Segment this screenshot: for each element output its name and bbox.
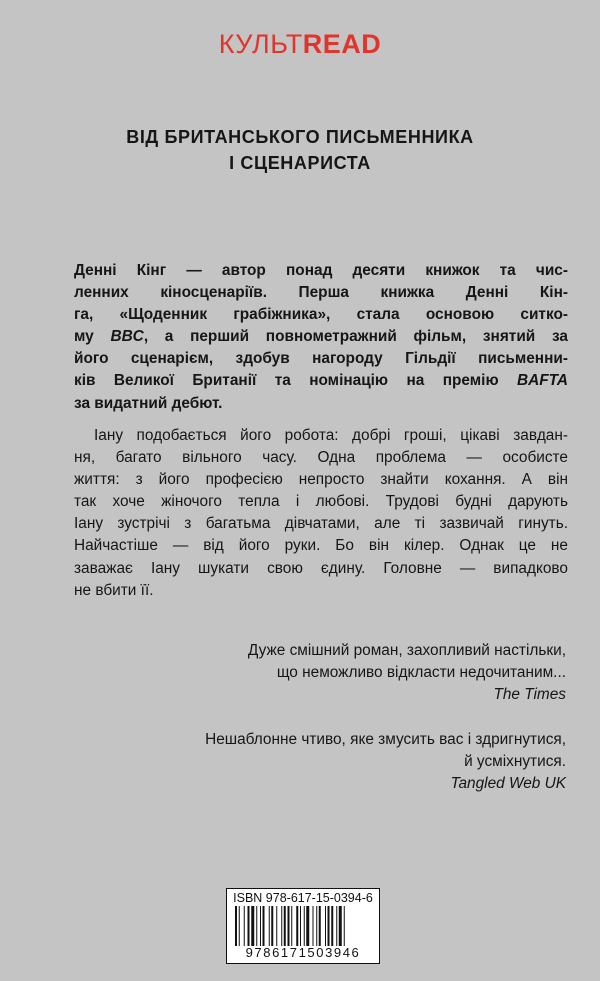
barcode-bar xyxy=(288,906,290,946)
bio-text: , а перший повнометражний фільм, знятий за xyxy=(143,328,568,346)
plot-line: Найчастіше — від його руки. Бо він кілер. Однак це не xyxy=(74,537,568,555)
bio-line: Денні Кінг — автор понад десяти книжок та чис- xyxy=(74,262,568,279)
review-quote xyxy=(0,729,566,795)
plot-line: не вбити її. xyxy=(74,581,154,599)
barcode-bar xyxy=(276,906,277,946)
plot-line: ня, багато вільного часу. Одна проблема — особисте xyxy=(74,449,568,467)
quote-source: Tangled Web UK xyxy=(450,775,566,792)
barcode-bar xyxy=(313,906,314,946)
ean-digits: 9786171503946 xyxy=(245,945,361,960)
quote-line: що неможливо відкласти недочитаним... xyxy=(276,664,566,681)
bafta-mention: BAFTA xyxy=(516,372,568,390)
barcode-bar xyxy=(325,906,326,946)
barcode-bar xyxy=(291,906,292,946)
bio-line xyxy=(74,326,568,348)
publisher-logo xyxy=(0,28,600,60)
barcode-bar xyxy=(296,906,298,946)
barcode-bar xyxy=(248,906,250,946)
plot-line: так хоче жіночого тепла і любові. Трудові будні дарують xyxy=(74,493,568,511)
bio-text: му xyxy=(74,328,111,346)
barcode-label xyxy=(226,888,380,964)
barcode-bar xyxy=(269,906,270,946)
headline-line: І СЦЕНАРИСТА xyxy=(229,153,371,173)
bio-line: за видатний дебют. xyxy=(74,394,223,412)
barcode-bar xyxy=(284,906,286,946)
barcode-bar xyxy=(319,906,321,946)
logo-part-read: READ xyxy=(302,29,382,59)
barcode-bar xyxy=(235,906,237,946)
plot-line: заважає Іану шукати свою єдину. Головне — випадково xyxy=(74,559,568,577)
barcode-bar xyxy=(300,906,301,946)
barcode-bar xyxy=(306,906,309,946)
bbc-mention: BBC xyxy=(110,328,144,346)
bio-line: ленних кіносценаріїв. Перша книжка Денні Кін- xyxy=(74,284,568,302)
barcode-bar xyxy=(263,906,265,946)
barcode-bar xyxy=(256,906,257,946)
barcode-bar xyxy=(239,906,240,946)
barcode-graphic xyxy=(233,906,373,948)
plot-line: Іану подобається його робота: добрі гроші, цікаві завдан- xyxy=(94,427,568,444)
barcode-bar xyxy=(244,906,245,946)
barcode-bar xyxy=(339,906,342,946)
barcode-bar xyxy=(316,906,317,946)
author-bio xyxy=(74,260,568,415)
barcode-bar xyxy=(281,906,282,946)
isbn-text: ISBN 978-617-15-0394-6 xyxy=(233,891,373,905)
quote-source: The Times xyxy=(493,686,566,703)
barcode-bar xyxy=(328,906,330,946)
author-headline xyxy=(0,124,600,176)
quote-line: Нешаблонне чтиво, яке змусить вас і здригнутися, xyxy=(205,731,566,748)
bio-line xyxy=(74,370,568,392)
plot-line: Іану зустрічі з багатьма дівчатами, але ті зазвичай гинуть. xyxy=(74,515,568,533)
plot-summary xyxy=(74,425,568,602)
barcode-bar xyxy=(251,906,254,946)
barcode-bar xyxy=(344,906,345,946)
bio-text: ків Великої Британії та номінацію на премію xyxy=(74,372,517,390)
barcode-bar xyxy=(260,906,261,946)
quote-line: й усміхнутися. xyxy=(464,753,566,770)
bio-line: га, «Щоденник грабіжника», стала основою ситко- xyxy=(74,306,568,324)
plot-line: життя: з його професією непросто знайти кохання. А він xyxy=(74,471,568,489)
barcode-bar xyxy=(271,906,273,946)
quote-line: Дуже смішний роман, захопливий настільки, xyxy=(247,642,566,659)
headline-line: ВІД БРИТАНСЬКОГО ПИСЬМЕННИКА xyxy=(126,127,474,147)
logo-part-kult: КУЛЬТ xyxy=(218,29,303,59)
review-quote xyxy=(0,640,566,706)
bio-line: його сценарієм, здобув нагороду Гільдії письменни- xyxy=(74,350,568,368)
barcode-bar xyxy=(331,906,333,946)
barcode-bar xyxy=(336,906,337,946)
barcode-bar xyxy=(304,906,305,946)
